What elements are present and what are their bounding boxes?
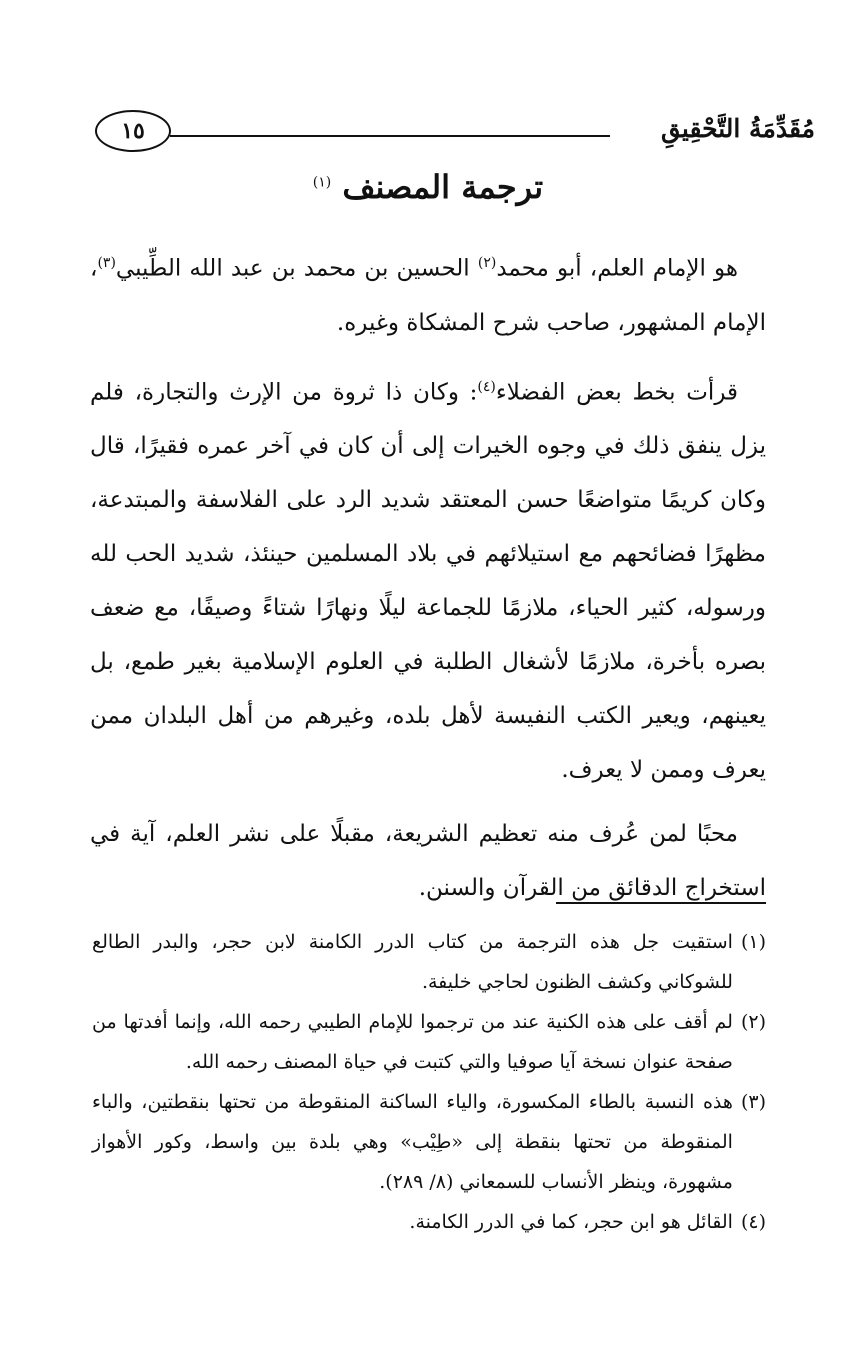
footnote xyxy=(92,922,766,1002)
paragraph-text: : وكان ذا ثروة من الإرث والتجارة، فلم يزل ينفق ذلك في وجوه الخيرات إلى أن كان في آخر عمره فقيرًا، قال وكان كريمًا متواضعًا حسن المعتقد شديد الرد على الفلاسفة والمبتدعة، مظهرًا فضائحهم مع استيلائهم في بلاد المسلمين حينئذ، شديد الحب لله ورسوله، كثير الحياء، ملازمًا للجماعة ليلًا ونهارًا شتاءً وصيفًا، مع ضعف بصره بأخرة، ملازمًا لأشغال الطلبة في العلوم الإسلامية بغير طمع، بل يعينهم، ويعير الكتب النفيسة لأهل بلده، وغيرهم من أهل البلدان ممن يعرف وممن لا يعرف. xyxy=(90,379,766,784)
paragraph-text: هو الإمام العلم، أبو محمد xyxy=(496,255,738,282)
footnote-text: استقيت جل هذه الترجمة من كتاب الدرر الكامنة لابن حجر، والبدر الطالع للشوكاني وكشف الظنون لحاجي خليفة. xyxy=(92,931,733,993)
paragraph xyxy=(90,360,766,798)
footnote-ref: (٣) xyxy=(97,255,116,271)
body-text xyxy=(90,236,766,925)
paragraph-text: قرأت بخط بعض الفضلاء xyxy=(495,379,739,406)
paragraph-text: الحسين بن محمد بن عبد الله الطِّيبي xyxy=(115,255,478,282)
footnote xyxy=(92,1202,766,1242)
running-header xyxy=(95,108,815,158)
header-rule xyxy=(170,135,610,137)
footnote-text: لم أقف على هذه الكنية عند من ترجموا للإمام الطيبي رحمه الله، وإنما أفدتها من صفحة عنوان نسخة آيا صوفيا والتي كتبت في حياة المصنف رحمه الله. xyxy=(92,1011,733,1073)
paragraph xyxy=(90,236,766,350)
paragraph xyxy=(90,807,766,915)
footnote xyxy=(92,1002,766,1082)
footnote-number: (٢) xyxy=(740,1011,766,1033)
footnote-ref: (٤) xyxy=(477,378,496,395)
paragraph-text: محبًا لمن عُرف منه تعظيم الشريعة، مقبلًا على نشر العلم، آية في استخراج الدقائق من القرآن والسنن. xyxy=(90,821,766,902)
header-title: مُقَدِّمَةُ التَّحْقِيقِ xyxy=(661,114,815,143)
paragraph-text: ، الإمام المشهور، صاحب شرح المشكاة وغيره. xyxy=(90,255,766,336)
footnote-text: هذه النسبة بالطاء المكسورة، والياء الساكنة المنقوطة من تحتها بنقطتين، والباء المنقوطة من تحتها بنقطة إلى «طِيْب» وهي بلدة بين واسط، وكور الأهواز مشهورة، وينظر الأنساب للسمعاني (٨/ ٢٨٩). xyxy=(92,1091,733,1193)
footnote-separator xyxy=(556,902,766,904)
footnote-number: (١) xyxy=(740,931,766,953)
page-number: ١٥ xyxy=(95,110,171,152)
section-title xyxy=(0,168,856,206)
footnote-number: (٣) xyxy=(740,1091,766,1113)
footnote-ref: (٢) xyxy=(477,255,497,271)
section-title-text: ترجمة المصنف xyxy=(342,168,544,206)
footnote xyxy=(92,1082,766,1202)
footnotes xyxy=(92,922,766,1242)
footnote-ref: (١) xyxy=(312,174,332,191)
footnote-number: (٤) xyxy=(740,1211,766,1233)
footnote-text: القائل هو ابن حجر، كما في الدرر الكامنة. xyxy=(409,1211,733,1233)
